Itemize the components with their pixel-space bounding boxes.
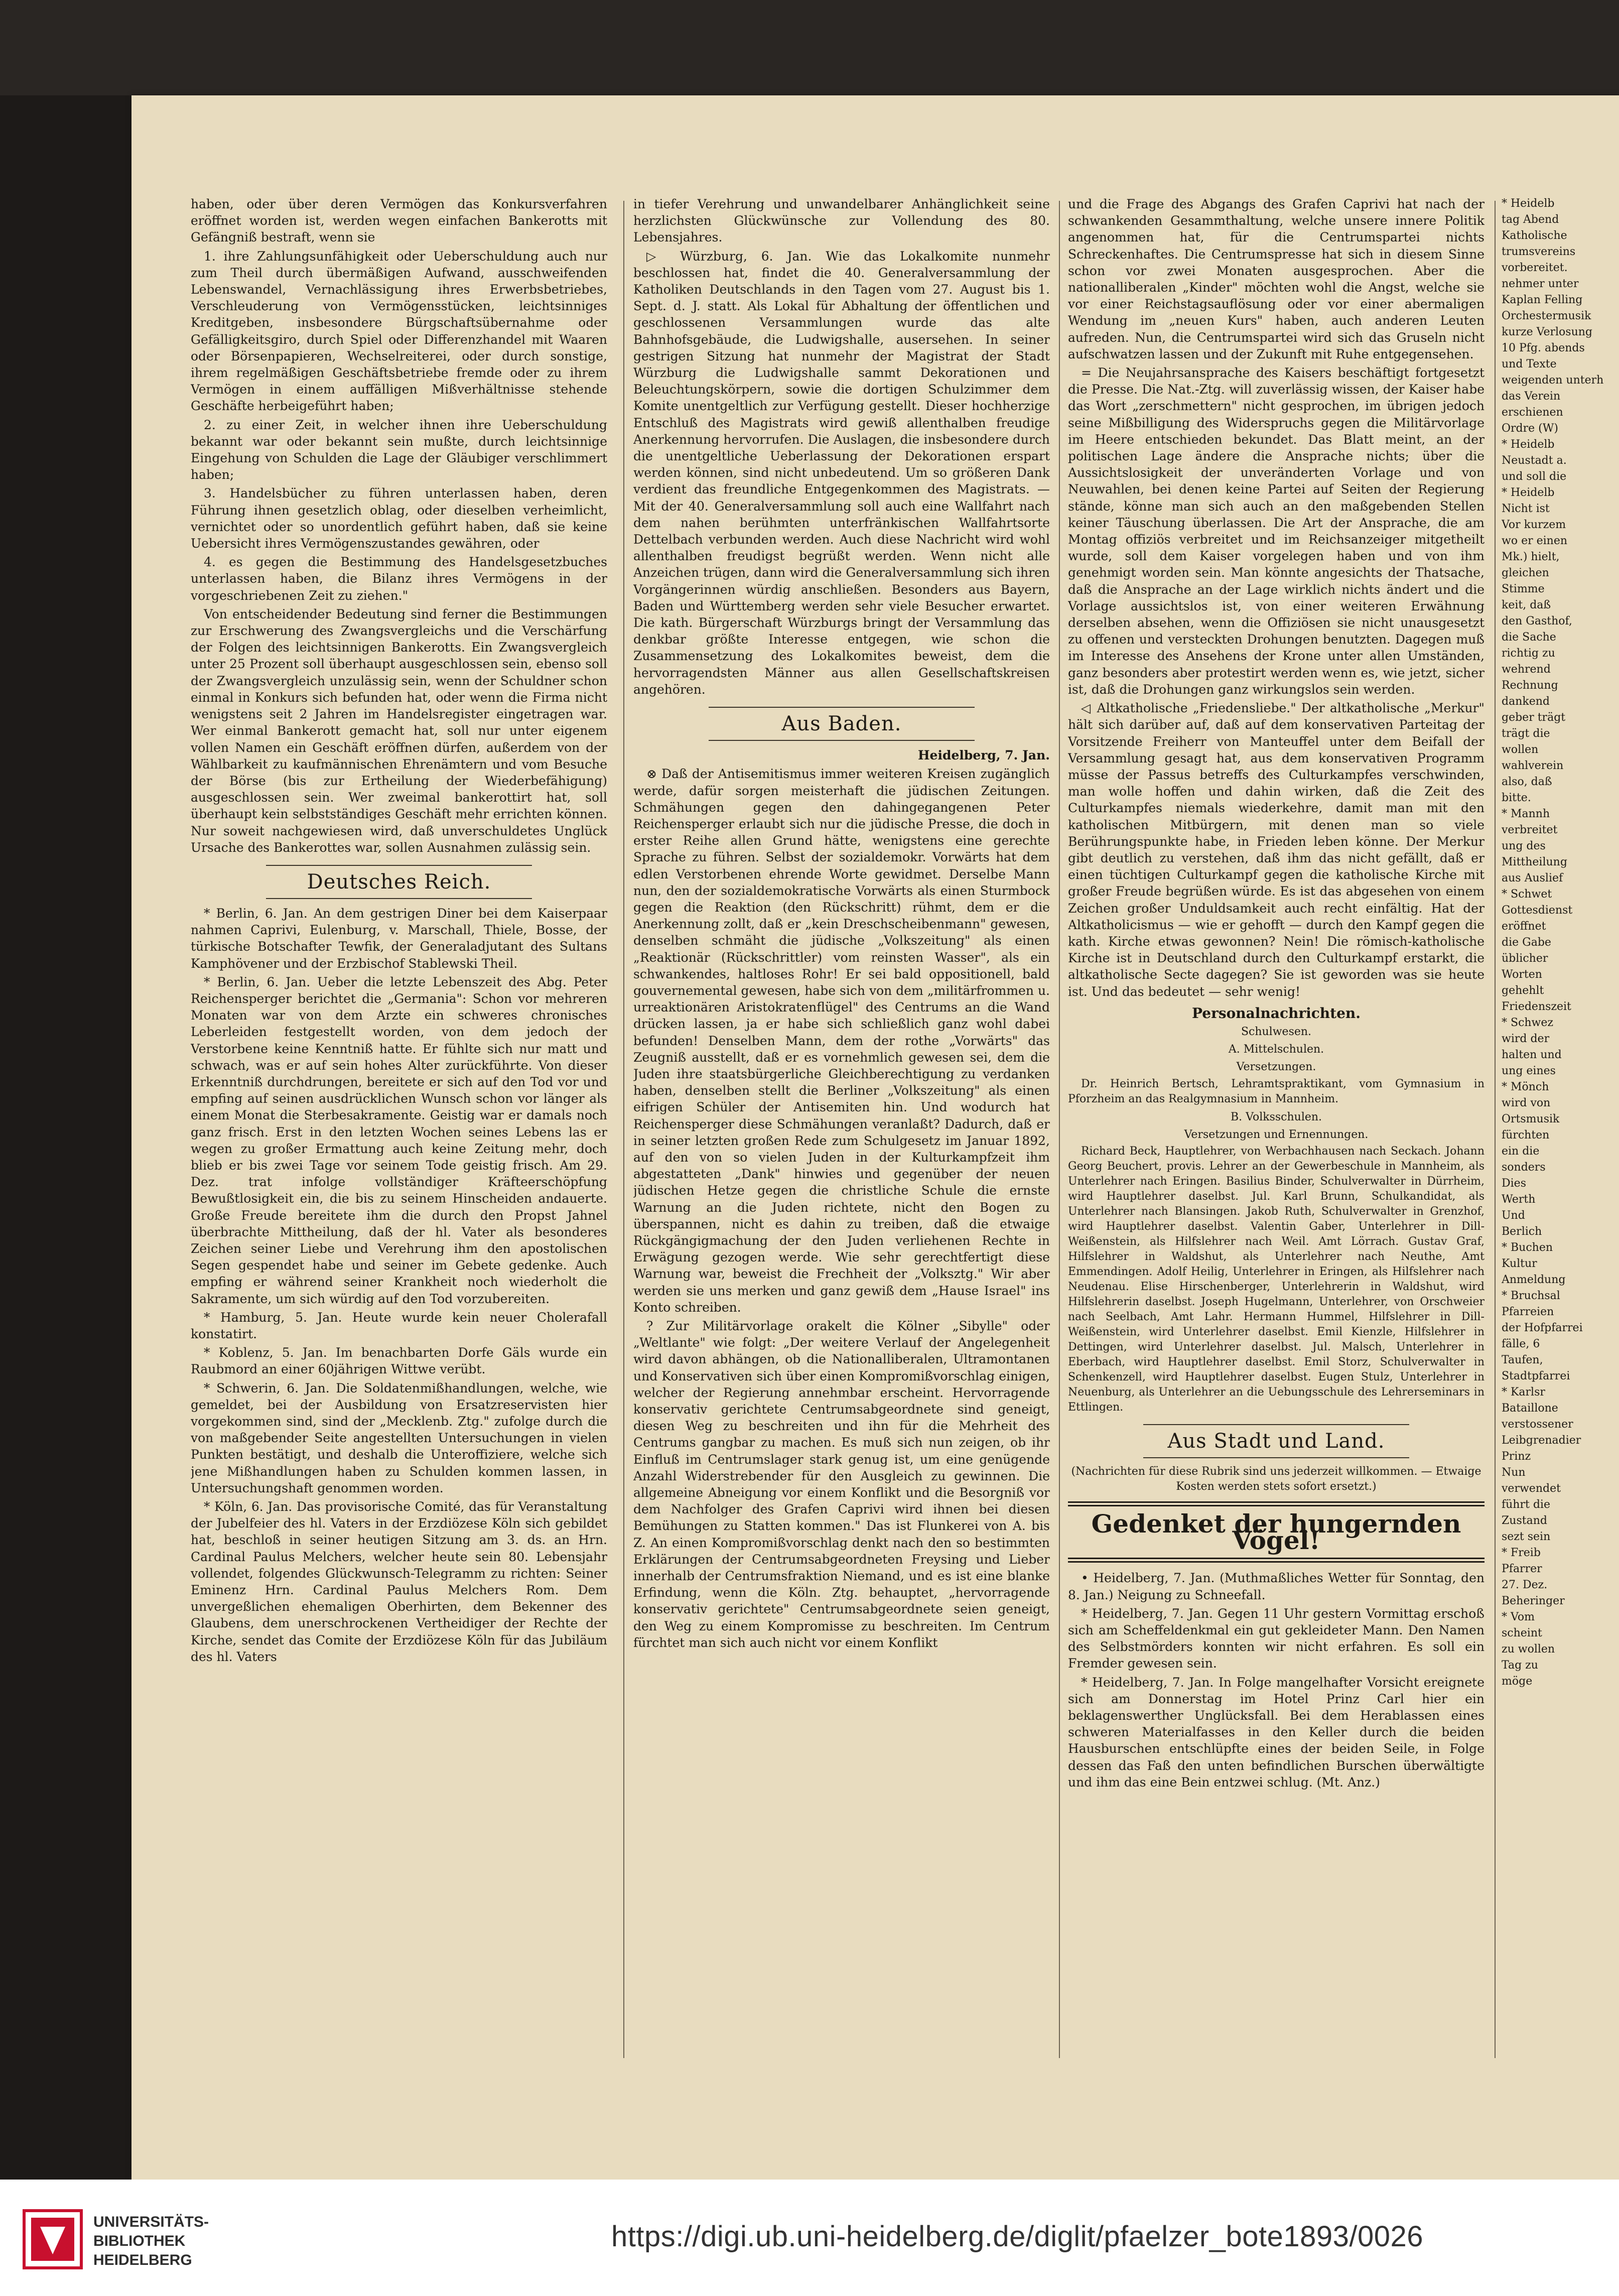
cropped-line: den Gasthof,: [1502, 615, 1572, 627]
cropped-line: Pfarreien: [1502, 1306, 1554, 1318]
cropped-line: Kultur: [1502, 1257, 1537, 1270]
column-rule: [1495, 201, 1496, 2058]
cropped-line: fürchten: [1502, 1129, 1550, 1141]
paragraph: haben, oder über deren Vermögen das Konkursverfahren eröffnet worden ist, werden wegen einfachen Bankerotts mit Gefängniß bestraft, wenn sie: [191, 197, 607, 245]
cropped-line: kurze Verlosung: [1502, 326, 1593, 338]
university-seal-icon: [20, 2207, 85, 2272]
cropped-line: aus Auslief: [1502, 872, 1563, 884]
news-item: ◁ Altkatholische „Friedensliebe." Der altkatholische „Merkur" hält sich darüber auf, daß auf dem konservativen Parteitag der Vorsitzende Freiherr von Manteuffel unter dem Beifall der Versammlung gesagt hat, aus dem konservativen Programm müsse der Passus betreffs des Culturkampfes verschwinden, man wolle hoffen und dahin wirken, daß die Zeit des Culturkampfes niemals wiederkehre, damit man mit den katholischen Mitbürgern, mit denen man so viele Berührungspunkte habe, in Frieden leben könne. Der Merkur gibt deutlich zu verstehen, daß ihm das nicht gefällt, daß er einen tüchtigen Culturkampf gegen die katholische Kirche mit großer Freude begrüßen würde. Es ist das abgesehen von einem Zeichen großer Unduldsamkeit auch recht einfältig. Hat der Altkatholicismus — wie er gehofft — durch den Kampf gegen die kath. Kirche etwas gewonnen? Nein! Die römisch-katholische Kirche ist in Deutschland durch den Culturkampf erstarkt, die altkatholische Secte dagegen? Sie ist geworden was sie heute ist. Und das bedeutet — sehr wenig!: [1068, 701, 1485, 999]
cropped-line: Neustadt a.: [1502, 454, 1567, 467]
column-rule: [623, 201, 624, 2058]
library-logo-text: [93, 2213, 209, 2270]
cropped-line: wo er einen: [1502, 535, 1568, 547]
cropped-line: * Buchen: [1502, 1241, 1553, 1254]
news-item: ? Zur Militärvorlage orakelt die Kölner „Sibylle" oder „Weltlante" wie folgt: „Der weitere Verlauf der Angelegenheit wird davon abhängen, ob die Nationalliberalen, Ultramontanen und Konservativen sich über einen Kompromißvorschlag einigen, welcher der Regierung annehmbar erscheint. Hervorragende konservativ gerichtete Centrumsabgeordnete sind geneigt, diesen Weg zu beschreiten und ihn für die Mehrheit des Centrums gangbar zu machen. Es muß sich nun zeigen, ob ihr Einfluß im Centrumslager stark genug ist, um eine genügende Anzahl Widerstrebender für den Ausgleich zu gewinnen. Die allgemeine Abneigung vor einem Konflikt und die Besorgniß vor dem Nachfolger des Grafen Caprivi wird ihnen bei diesen Bemühungen zu Statten kommen." Das ist Flunkerei von A. bis Z. An einen Kompromißvorschlag denkt nach den so bestimmten Erklärungen der Centrumsabgeordneten Freysing und Lieber innerhalb der Centrumsfraktion Niemand, und es ist eine blanke Erfindung, wenn die Köln. Ztg. behauptet, „hervorragende konservativ gerichtete" Centrumsabgeordnete seien geneigt, den Weg zu einem Kompromisse zu beschreiten. Im Centrum fürchtet man sich auch nicht vor einem Konflikt: [633, 1319, 1050, 1650]
cropped-line: erschienen: [1502, 406, 1563, 419]
cropped-line: Nicht ist: [1502, 502, 1550, 515]
cropped-line: Orchestermusik: [1502, 310, 1591, 322]
banner-hungry-birds: Gedenket der hungernden Vögel!: [1068, 1501, 1485, 1563]
cropped-line: * Schwet: [1502, 888, 1552, 901]
section-heading-aus-baden: Aus Baden.: [633, 707, 1050, 741]
cropped-line: gehehlt: [1502, 984, 1544, 997]
cropped-line: Bataillone: [1502, 1402, 1558, 1415]
cropped-line: Ortsmusik: [1502, 1113, 1560, 1125]
cropped-line: * Heidelb: [1502, 438, 1555, 451]
news-item: ▷ Würzburg, 6. Jan. Wie das Lokalkomite nunmehr beschlossen hat, findet die 40. Generalversammlung der Katholiken Deutschlands in den Tagen vom 27. August bis 1. Sept. d. J. statt. Als Lokal für Abhaltung der öffentlichen und geschlossenen Versammlungen wurde das alte Bahnhofsgebäude, die Ludwigshalle, ausersehen. In seiner gestrigen Sitzung hat nunmehr der Magistrat der Stadt Würzburg die Ludwigshalle sammt Dekorationen und Beleuchtungskörpern, sowie die dortigen Schulzimmer dem Komite unentgeltlich zur Verfügung gestellt. Dieser hochherzige Entschluß des Magistrats wird gewiß allenthalben freudige Anerkennung hervorrufen. Die Auslagen, die insbesondere durch die unentgeltliche Ueberlassung der Dekorationen erspart werden können, sind nicht unbedeutend. Um so größeren Dank verdient das freundliche Entgegenkommen des Magistrats. — Mit der 40. Generalversammlung soll auch eine Wallfahrt nach dem nahen berühmten unterfränkischen Wallfahrtsorte Dettelbach verbunden werden. Auch diese Nachricht wird wohl allenthalben freudigst begrüßt werden. Wenn nicht alle Anzeichen trügen, dann wird die Generalversammlung sich ihren Vorgängerinnen würdig anschließen. Besonders aus Bayern, Baden und Württemberg werden sehr viele Besucher erwartet. Die kath. Bürgerschaft Würzburgs bringt der Versammlung das denkbar größte Interesse entgegen, wie schon die Zusammensetzung des Lokalkomites beweist, dem die hervorragendsten Männer aus allen Gesellschaftskreisen angehören.: [633, 248, 1050, 697]
subheading: A. Mittelschulen.: [1228, 1043, 1324, 1056]
news-item: * Koblenz, 5. Jan. Im benachbarten Dorfe Gäls wurde ein Raubmord an einer 60jährigen Wittwe verübt.: [191, 1345, 607, 1377]
cropped-line: Ordre (W): [1502, 422, 1558, 435]
section-heading-aus-stadt-und-land: Aus Stadt und Land.: [1068, 1424, 1485, 1458]
column-1: [191, 196, 607, 2063]
column-2: [633, 196, 1050, 2058]
newspaper-page: [131, 95, 1619, 2180]
cropped-line: keit, daß: [1502, 599, 1551, 611]
cropped-line: Dies: [1502, 1177, 1526, 1190]
column-3: [1068, 196, 1485, 2048]
cropped-line: Berlich: [1502, 1225, 1542, 1238]
cropped-line: Katholische: [1502, 229, 1567, 242]
logo-line: BIBLIOTHEK: [93, 2233, 186, 2249]
paragraph: 2. zu einer Zeit, in welcher ihnen ihre Ueberschuldung bekannt war oder bekannt sein mußte, durch leichtsinnige Eingehung von Schulden die Lage der Gläubiger verschlimmert haben;: [191, 417, 607, 482]
cropped-line: wollen: [1502, 743, 1539, 756]
cropped-line: Leibgrenadier: [1502, 1434, 1581, 1447]
subheading: Versetzungen und Ernennungen.: [1184, 1128, 1369, 1141]
personal-heading: Personalnachrichten.: [1192, 1004, 1361, 1022]
cropped-line: Und: [1502, 1209, 1525, 1222]
cropped-line: nehmer unter: [1502, 278, 1579, 290]
cropped-line: ung eines: [1502, 1065, 1556, 1077]
news-item: * Hamburg, 5. Jan. Heute wurde kein neuer Cholerafall konstatirt.: [191, 1310, 607, 1341]
cropped-line: Taufen,: [1502, 1354, 1543, 1366]
cropped-line: bitte.: [1502, 792, 1531, 804]
cropped-line: Anmeldung: [1502, 1273, 1566, 1286]
cropped-line: gleichen: [1502, 567, 1549, 579]
dateline: Heidelberg, 7. Jan.: [917, 748, 1050, 763]
cropped-line: verwendet: [1502, 1482, 1561, 1495]
cropped-line: * Heidelb: [1502, 197, 1555, 210]
cropped-line: trägt die: [1502, 727, 1550, 740]
logo-line: UNIVERSITÄTS-: [93, 2214, 209, 2230]
cropped-line: halten und: [1502, 1049, 1562, 1061]
cropped-line: * Freib: [1502, 1547, 1541, 1559]
paragraph: und die Frage des Abgangs des Grafen Caprivi hat nach der schwankenden Gesammthaltung, welche unsere innere Politik angenommen hat, für die Centrumspartei nichts Schreckenhaftes. Die Centrumspresse hat sich in diesem Sinne schon vor zwei Monaten ausgesprochen. Aber die nationalliberalen „Kinder" möchten wohl die Angst, welche sie vor einer Reichstagsauflösung oder vor einer abermaligen Wendung im „neuen Kurs" haben, auch anderen Leuten aufreden. Nun, die Centrumspartei wird sich das Gruseln nicht aufschwatzen lassen und der Zukunft mit Ruhe entgegensehen.: [1068, 197, 1485, 361]
scan-binding-shadow: [0, 95, 131, 2180]
cropped-line: wehrend: [1502, 663, 1551, 676]
cropped-line: 27. Dez.: [1502, 1579, 1548, 1591]
cropped-line: verstossener: [1502, 1418, 1573, 1431]
cropped-line: Worten: [1502, 968, 1542, 981]
personal-item: Richard Beck, Hauptlehrer, von Werbachhausen nach Seckach. Johann Georg Beuchert, provis. Lehrer an der Gewerbeschule in Mannheim, als Unterlehrer nach Eringen. Basilius Binder, Schulverwalter in Dürrheim, wird Hauptlehrer daselbst. Jul. Karl Brunn, Schulkandidat, als Unterlehrer nach Blansingen. Jakob Ruth, Schulverwalter in Grenzhof, wird Hauptlehrer daselbst. Valentin Gaber, Unterlehrer in Dill-Weißenstein, als Hilfslehrer nach Weil. Amt Lörrach. Gustav Graf, Hilfslehrer in Waldshut, als Unterlehrer nach Neuthe, Amt Emmendingen. Adolf Heilig, Unterlehrer in Eringen, als Hilfslehrer nach Neudenau. Elise Hirschenberger, Unterlehrerin in Waldshut, wird Hilfslehrerin daselbst. Joseph Hugelmann, Unterlehrer, von Orschweier nach Seelbach, Amt Lahr. Hermann Hummel, Hilfslehrer in Dill-Weißenstein, wird Unterlehrer daselbst. Emil Kienzle, Hilfslehrer in Dettingen, wird Unterlehrer daselbst. Jul. Malsch, Unterlehrer in Eberbach, wird Hauptlehrer daselbst. Emil Storz, Schulverwalter in Schenkenzell, wird Hauptlehrer daselbst. Eugen Stulz, Unterlehrer in Neuenburg, als Unterlehrer an die Uebungsschule des Lehrerseminars in Ettlingen.: [1068, 1144, 1485, 1414]
news-item: * Köln, 6. Jan. Das provisorische Comité, das für Veranstaltung der Jubelfeier des hl. Vaters in der Erzdiözese Köln sich gebildet hat, beschloß in seiner heutigen Sitzung am 3. ds. an Hrn. Cardinal Paulus Melchers, welcher heute sein 80. Lebensjahr vollendet, folgendes Glückwunsch-Telegramm zu richten: Seiner Eminenz Hrn. Cardinal Paulus Melchers Rom. Dem unvergeßlichen ehemaligen Oberhirten, dem Bekenner des Glaubens, dem unerschrockenen Vertheidiger der Rechte der Kirche, sendet das Comite der Erzdiözese Köln für das Jubiläum des hl. Vaters: [191, 1499, 607, 1664]
cropped-line: die Gabe: [1502, 936, 1551, 949]
cropped-line: * Mannh: [1502, 808, 1550, 820]
cropped-line: fälle, 6: [1502, 1338, 1540, 1350]
cropped-line: * Vom: [1502, 1611, 1535, 1623]
cropped-line: Vor kurzem: [1502, 519, 1566, 531]
cropped-line: geber trägt: [1502, 711, 1566, 724]
cropped-line: üblicher: [1502, 952, 1548, 965]
subheading: Schulwesen.: [1241, 1025, 1312, 1038]
cropped-line: Werth: [1502, 1193, 1536, 1206]
cropped-line: vorbereitet.: [1502, 262, 1568, 274]
cropped-line: Beheringer: [1502, 1595, 1565, 1607]
cropped-line: trumsvereins: [1502, 245, 1576, 258]
paragraph: Von entscheidender Bedeutung sind ferner die Bestimmungen zur Erschwerung des Zwangsvergleichs und die Verschärfung der Folgen des leichtsinnigen Bankerotts. Ein Zwangsvergleich unter 25 Prozent soll überhaupt ausgeschlossen sein, ebenso soll der Zwangsvergleich unzulässig sein, wenn der Schuldner schon einmal in Konkurs sich befunden hat, oder wenn die Firma nicht wenigstens seit 2 Jahren im Handelsregister eingetragen war. Wer einmal Bankerott gemacht hat, soll nur unter eigenem vollen Namen ein Geschäft eröffnen dürfen, außerdem von der Wählbarkeit zu kaufmännischen Ehrenämtern und vom Besuche der Börse (bis zur Ertheilung der Wiederbefähigung) ausgeschlossen sein. Wer zweimal bankerottirt hat, soll überhaupt kein selbstständiges Geschäft mehr errichten können. Nur soweit nachgewiesen wird, daß unverschuldetes Unglück Ursache des Bankerottes war, sollen Ausnahmen zulässig sein.: [191, 606, 607, 855]
news-item: ⊗ Daß der Antisemitismus immer weiteren Kreisen zugänglich werde, dafür sorgen meisterhaft die jüdischen Zeitungen. Schmähungen gegen den dahingegangenen Peter Reichensperger erlaubt sich nur die jüdische Presse, die doch in erster Reihe allen Grund hätte, wenigstens eine gerechte Sprache zu führen. Selbst der sozialdemokr. Vorwärts hat dem edlen Verstorbenen ehrende Worte gewidmet. Derselbe Mann nun, den der sozialdemokratische Vorwärts als einen Sturmbock gegen die Reaktion (den Rückschritt) rühmt, dem er die Anerkennung zollt, daß er „kein Dreschscheibenmann" gewesen, denselben schmäht die jüdische „Volkszeitung" als einen „Reaktionär (Rückschrittler) vom reinsten Wasser", als ein schwankendes, haltloses Rohr! Er sei bald oppositionell, bald gouvernemental gewesen, habe sich von dem „militärfrommen u. urreaktionären Aristokratenflügel" des Centrums an die Wand drücken lassen, ja er habe sich schließlich ganz wohl dabei befunden! Denselben Mann, dem der rothe „Vorwärts" das Zeugniß ausstellt, daß er es vornehmlich gewesen sei, dem die Juden ihre staatsbürgerliche Gleichberechtigung zu verdanken haben, denselben stellt die Berliner „Volkszeitung" als einen eifrigen Schüler der Antisemiten hin. Und wodurch hat Reichensperger diese Schmähungen veranlaßt? Dadurch, daß er in seiner letzten großen Rede zum Schulgesetz im Januar 1892, auf den von so vielen Juden in der Kulturkampfzeit ihm abgestatteten „Dank" hinwies und gegenüber der neuen jüdischen Hetze gegen die christliche Schule die ernste Warnung an die Juden richtete, nicht den Bogen zu überspannen, nicht es dahin zu treiben, daß die etwaige Rückgängigmachung der den Juden verliehenen Rechte in Erwägung gezogen werde. Wie sehr gerechtfertigt diese Warnung war, beweist die Frechheit der „Volksztg." Wir aber werden sie uns merken und ganz gewiß dem „Hause Israel" ins Konto schreiben.: [633, 767, 1050, 1315]
news-item: * Heidelberg, 7. Jan. In Folge mangelhafter Vorsicht ereignete sich am Donnerstag im Hotel Prinz Carl hier ein beklagenswerther Unglücksfall. Bei dem Herablassen eines schweren Materialfasses in den Keller durch die beiden Hausburschen entschlüpfte eines der beiden Seile, in Folge dessen das Faß den unten befindlichen Burschen überwältigte und ihm das eine Bein entzwei schlug. (Mt. Anz.): [1068, 1675, 1485, 1790]
news-item: * Heidelberg, 7. Jan. Gegen 11 Uhr gestern Vormittag erschoß sich am Scheffeldenkmal ein gut gekleideter Mann. Den Namen des Selbstmörders konnten wir nicht erfahren. Es soll ein Fremder gewesen sein.: [1068, 1606, 1485, 1671]
news-item: = Die Neujahrsansprache des Kaisers beschäftigt fortgesetzt die Presse. Die Nat.-Ztg. will zuverlässig wissen, der Kaiser habe das Wort „zerschmettern" nicht gesprochen, im übrigen jedoch seine Mißbilligung des Widerspruchs gegen die Militärvorlage im Heere entschieden bekundet. Das Blatt meint, an der politischen Lage ändere die Ansprache nichts; über die Aussichtslosigkeit der unveränderten Vorlage und von Neuwahlen, bei denen keine Partei auf Seiten der Regierung stände, könne man sich auch an den maßgebenden Stellen keiner Täuschung überlassen. Die Art der Ansprache, die am Montag offiziös verbreitet und im Reichsanzeiger mitgetheilt wurde, soll dem Kaiser vorgelegen haben und von ihm genehmigt worden sein. Man könnte angesichts der Thatsache, daß die Ansprache an der Lage wirklich nichts ändert und die Vorlage aussichtslos ist, von einer weiteren Erwähnung derselben absehen, wenn die Offiziösen sie nicht unausgesetzt zu offenen und versteckten Drohungen benutzten. Dagegen muß im Interesse des Ansehens der Krone unter allen Umständen, ganz besonders aber protestirt werden wenn es, wie jetzt, sicher ist, daß die Drohungen ganz wirkungslos sein werden.: [1068, 365, 1485, 697]
subheading: B. Volksschulen.: [1230, 1110, 1322, 1123]
section-heading-deutsches-reich: Deutsches Reich.: [191, 865, 607, 899]
cropped-line: 10 Pfg. abends: [1502, 342, 1585, 354]
viewer-footer: [0, 2180, 1619, 2296]
paragraph: in tiefer Verehrung und unwandelbarer Anhänglichkeit seine herzlichsten Glückwünsche zur Vollendung des 80. Lebensjahres.: [633, 197, 1050, 245]
cropped-line: weigenden unterh: [1502, 374, 1604, 387]
cropped-line: wird von: [1502, 1097, 1551, 1109]
cropped-line: scheint: [1502, 1627, 1542, 1639]
cropped-line: ein die: [1502, 1145, 1540, 1158]
cropped-line: möge: [1502, 1675, 1533, 1688]
subheading: Versetzungen.: [1236, 1061, 1316, 1074]
cropped-line: * Heidelb: [1502, 486, 1555, 499]
cropped-line: Gottesdienst: [1502, 904, 1573, 917]
cropped-line: Nun: [1502, 1466, 1526, 1479]
permalink-url[interactable]: https://digi.ub.uni-heidelberg.de/diglit/pfaelzer_bote1893/0026: [611, 2220, 1424, 2253]
cropped-line: und soll die: [1502, 470, 1567, 483]
cropped-line: Tag zu: [1502, 1659, 1538, 1672]
column-4-cropped: [1502, 196, 1619, 2083]
cropped-line: zu wollen: [1502, 1643, 1555, 1655]
cropped-line: eröffnet: [1502, 920, 1546, 933]
cropped-line: die Sache: [1502, 631, 1556, 644]
cropped-line: Stadtpfarrei: [1502, 1370, 1570, 1382]
cropped-line: und Texte: [1502, 358, 1557, 370]
cropped-line: Stimme: [1502, 583, 1545, 595]
rubric-note: (Nachrichten für diese Rubrik sind uns jederzeit willkommen. — Etwaige Kosten werden stets sofort ersetzt.): [1071, 1465, 1481, 1493]
cropped-line: * Karlsr: [1502, 1386, 1545, 1398]
paragraph: 1. ihre Zahlungsunfähigkeit oder Ueberschuldung auch nur zum Theil durch übermäßigen Aufwand, ausschweifenden Lebenswandel, Vernachlässigung ihres Erwerbsbetriebes, Verschleuderung von Vermögensstücken, leichtsinniges Kreditgeben, insbesondere Bürgschaftsübernahme oder Gefälligkeitsgiro, durch Spiel oder Differenzhandel mit Waaren oder Börsenpapieren, Wechselreiterei, oder durch sonstige, ihrem regelmäßigen Geschäftsbetriebe fremde oder zu ihrem Vermögen in einem auffälligen Mißverhältnisse stehende Geschäfte herbeigeführt haben;: [191, 248, 607, 414]
cropped-line: Mittheilung: [1502, 856, 1567, 868]
cropped-line: Zustand: [1502, 1514, 1547, 1527]
cropped-line: führt die: [1502, 1498, 1550, 1511]
paragraph: 3. Handelsbücher zu führen unterlassen haben, deren Führung ihnen gesetzlich oblag, oder dieselben verheimlicht, vernichtet oder so unordentlich geführt haben, daß sie keine Uebersicht ihres Vermögenszustandes gewähren, oder: [191, 486, 607, 551]
cropped-line: sonders: [1502, 1161, 1546, 1174]
cropped-line: wird der: [1502, 1033, 1550, 1045]
cropped-line: * Mönch: [1502, 1081, 1549, 1093]
column-rule: [1059, 201, 1060, 2058]
cropped-line: Rechnung: [1502, 679, 1558, 692]
cropped-line: Friedenszeit: [1502, 1000, 1571, 1013]
logo-line: HEIDELBERG: [93, 2252, 192, 2268]
news-item: * Berlin, 6. Jan. An dem gestrigen Diner bei dem Kaiserpaar nahmen Caprivi, Eulenburg, v. Marschall, Thiele, Bosse, der türkische Botschafter Tewfik, der Generaladjutant des Sultans Kamphövener und der Erzbischof Stablewski Theil.: [191, 906, 607, 971]
news-item: * Schwerin, 6. Jan. Die Soldatenmißhandlungen, welche, wie gemeldet, bei der Ausbildung von Ersatzreservisten hier vorgekommen sind, sind der „Mecklenb. Ztg." zufolge durch die von maßgebender Seite angestellten Untersuchungen in vielen Punkten bestätigt, und deshalb die Unteroffiziere, welche sich jene Mißhandlungen haben zu Schulden kommen lassen, in Untersuchungshaft genommen worden.: [191, 1380, 607, 1495]
cropped-line: * Bruchsal: [1502, 1290, 1560, 1302]
cropped-line: tag Abend: [1502, 213, 1559, 226]
cropped-line: dankend: [1502, 695, 1550, 708]
news-item: * Berlin, 6. Jan. Ueber die letzte Lebenszeit des Abg. Peter Reichensperger berichtet die „Germania": Schon vor mehreren Monaten war von dem Arzte ein schweres chronisches Leberleiden festgestellt worden, von dem jedoch der Verstorbene keine Kenntniß hatte. Er fühlte sich nur matt und schwach, was er auf sein hohes Alter zurückführte. Von dieser Erkenntniß durchdrungen, bereitete er sich auf den Tod vor und empfing auf seinen ausdrücklichen Wunsch schon vor länger als einem Monat die Sterbesakramente. Geistig war er damals noch ganz frisch. Erst in den letzten Wochen seines Lebens las er wegen zu großer Ermattung auch keine Zeitung mehr, doch blieb er bis zwei Tage vor seinem Tode geistig frisch. Am 29. Dez. trat infolge vollständiger Kräfteerschöpfung Bewußtlosigkeit ein, die bis zu seinem Hinscheiden andauerte. Große Freude bereitete ihm die durch den Propst Jahnel überbrachte Mittheilung, daß der hl. Vater als besonderes Zeichen seiner Liebe und Verehrung ihm den apostolischen Segen gespendet habe und seiner im Gebete gedenke. Auch empfing er während seiner Krankheit noch wiederholt die Sakramente, um sich würdig auf den Tod vorzubereiten.: [191, 974, 607, 1306]
cropped-line: sezt sein: [1502, 1530, 1551, 1543]
cropped-line: Kaplan Felling: [1502, 294, 1583, 306]
cropped-line: richtig zu: [1502, 647, 1555, 660]
cropped-line: verbreitet: [1502, 824, 1558, 836]
news-item: • Heidelberg, 7. Jan. (Muthmaßliches Wetter für Sonntag, den 8. Jan.) Neigung zu Schneefall.: [1068, 1571, 1485, 1602]
cropped-line: der Hofpfarrei: [1502, 1322, 1583, 1334]
paragraph: 4. es gegen die Bestimmung des Handelsgesetzbuches unterlassen haben, die Bilanz ihres Vermögens in der vorgeschriebenen Zeit zu ziehen.": [191, 555, 607, 603]
cropped-line: wahlverein: [1502, 759, 1564, 772]
cropped-line: das Verein: [1502, 390, 1561, 403]
cropped-line: ung des: [1502, 840, 1546, 852]
personal-item: Dr. Heinrich Bertsch, Lehramtspraktikant, vom Gymnasium in Pforzheim an das Realgymnasium in Mannheim.: [1068, 1077, 1485, 1105]
cropped-line: also, daß: [1502, 776, 1552, 788]
cropped-line: * Schwez: [1502, 1016, 1553, 1029]
cropped-line: Pfarrer: [1502, 1563, 1542, 1575]
cropped-line: Prinz: [1502, 1450, 1531, 1463]
cropped-line: Mk.) hielt,: [1502, 551, 1560, 563]
